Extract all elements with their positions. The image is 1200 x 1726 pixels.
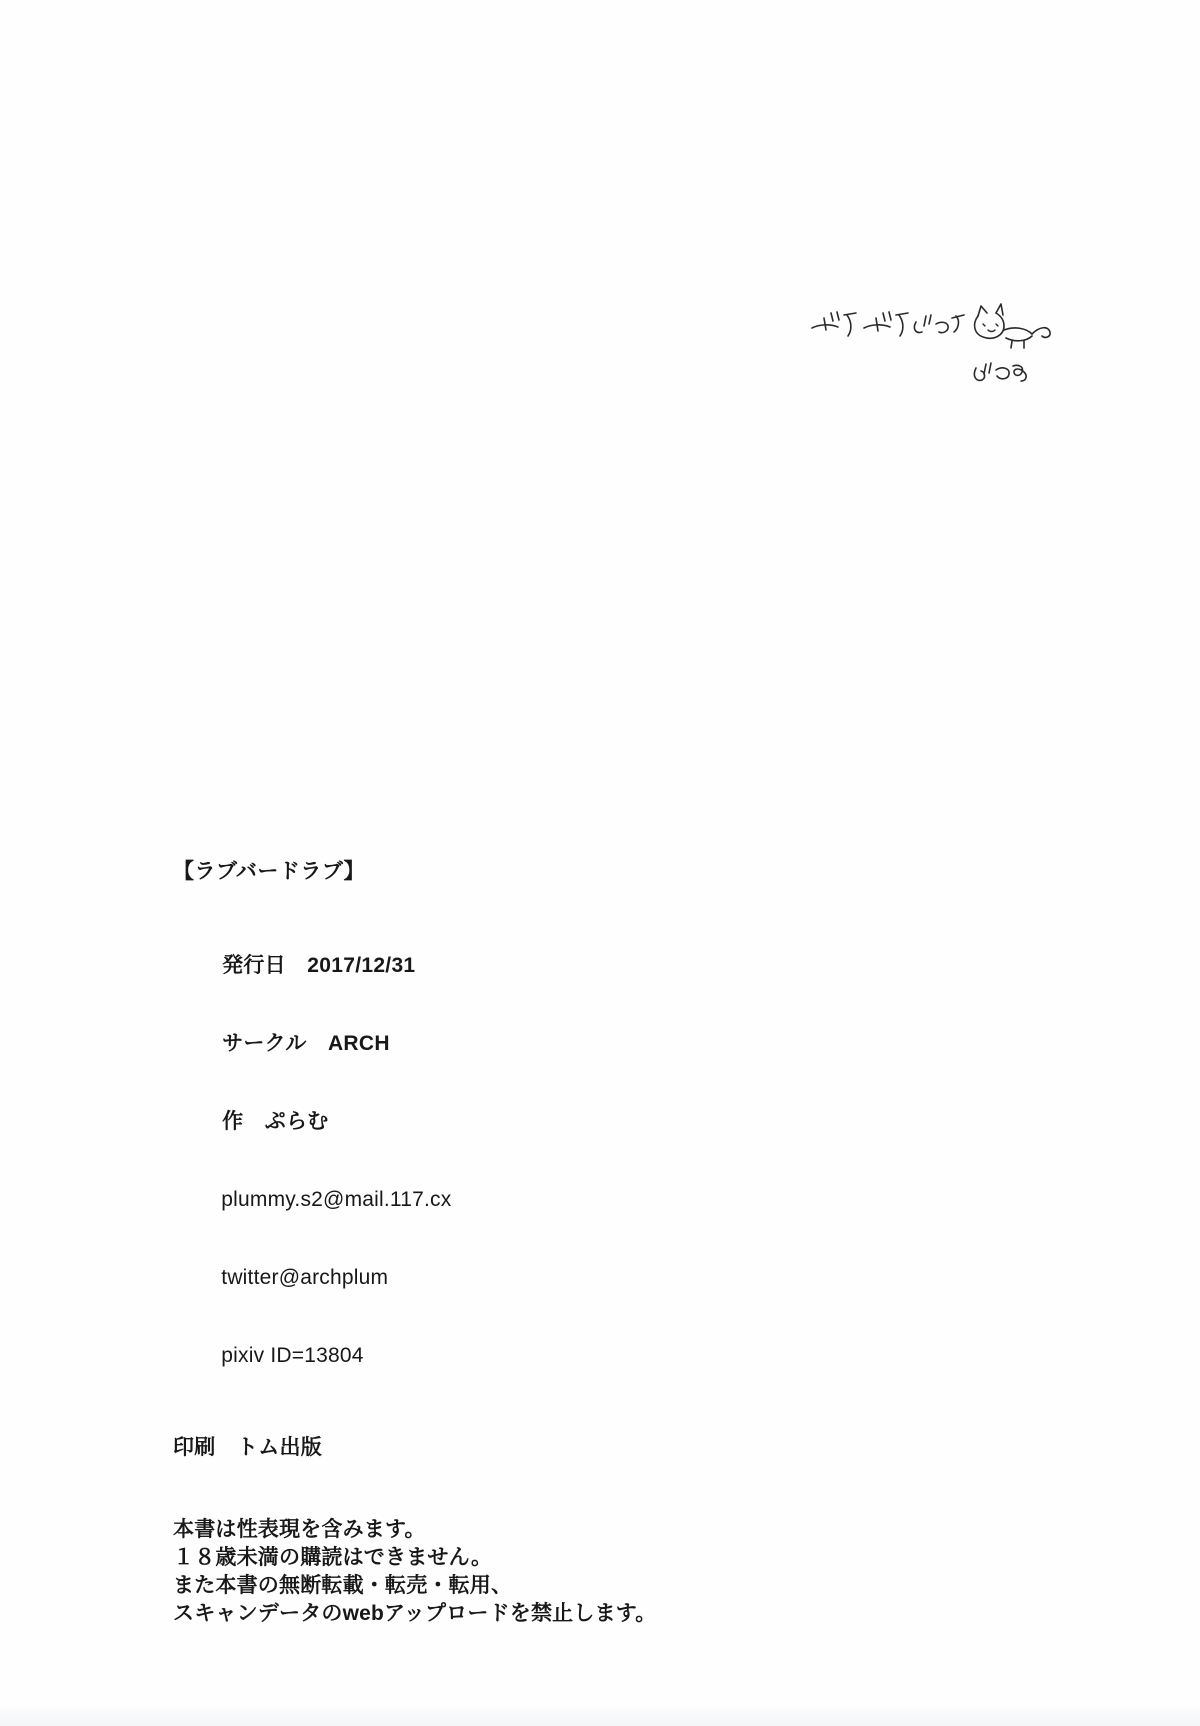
- printer-line: 印刷 トム出版: [173, 1436, 323, 1459]
- notice-line-4: スキャンデータのwebアップロードを禁止します。: [173, 1602, 657, 1625]
- meta-label-circle: サークル: [222, 1032, 307, 1055]
- page-title: 【ラブバードラブ】: [173, 860, 366, 883]
- meta-value-email: plummy.s2@mail.117.cx: [221, 1188, 452, 1211]
- meta-label-publish-date: 発行日: [222, 954, 286, 977]
- handwritten-doodle: [800, 282, 1060, 402]
- cat-doodle-icon: [800, 282, 1060, 402]
- age-notice: [173, 1516, 933, 1628]
- scan-edge-shadow: [0, 1704, 1200, 1726]
- meta-row-circle: [173, 1005, 933, 1083]
- notice-line-1: 本書は性表現を含みます。: [173, 1518, 426, 1541]
- meta-row-twitter: [173, 1239, 933, 1317]
- meta-row-author: [173, 1083, 933, 1161]
- meta-value-publish-date: 2017/12/31: [307, 954, 416, 977]
- colophon: [173, 855, 933, 1628]
- meta-label-author: 作: [222, 1110, 244, 1133]
- meta-value-pixiv-id: pixiv ID=13804: [221, 1344, 364, 1367]
- publication-meta: [173, 927, 933, 1395]
- notice-line-2: １８歳未満の購読はできません。: [173, 1546, 493, 1569]
- meta-row-publish-date: [173, 927, 933, 1005]
- meta-value-author: ぷらむ: [264, 1110, 329, 1133]
- notice-line-3: また本書の無断転載・転売・転用、: [173, 1574, 513, 1597]
- meta-value-twitter: twitter@archplum: [221, 1266, 389, 1289]
- meta-value-circle: ARCH: [327, 1032, 390, 1055]
- meta-row-email: [173, 1161, 933, 1239]
- meta-row-pixiv-id: [173, 1317, 933, 1395]
